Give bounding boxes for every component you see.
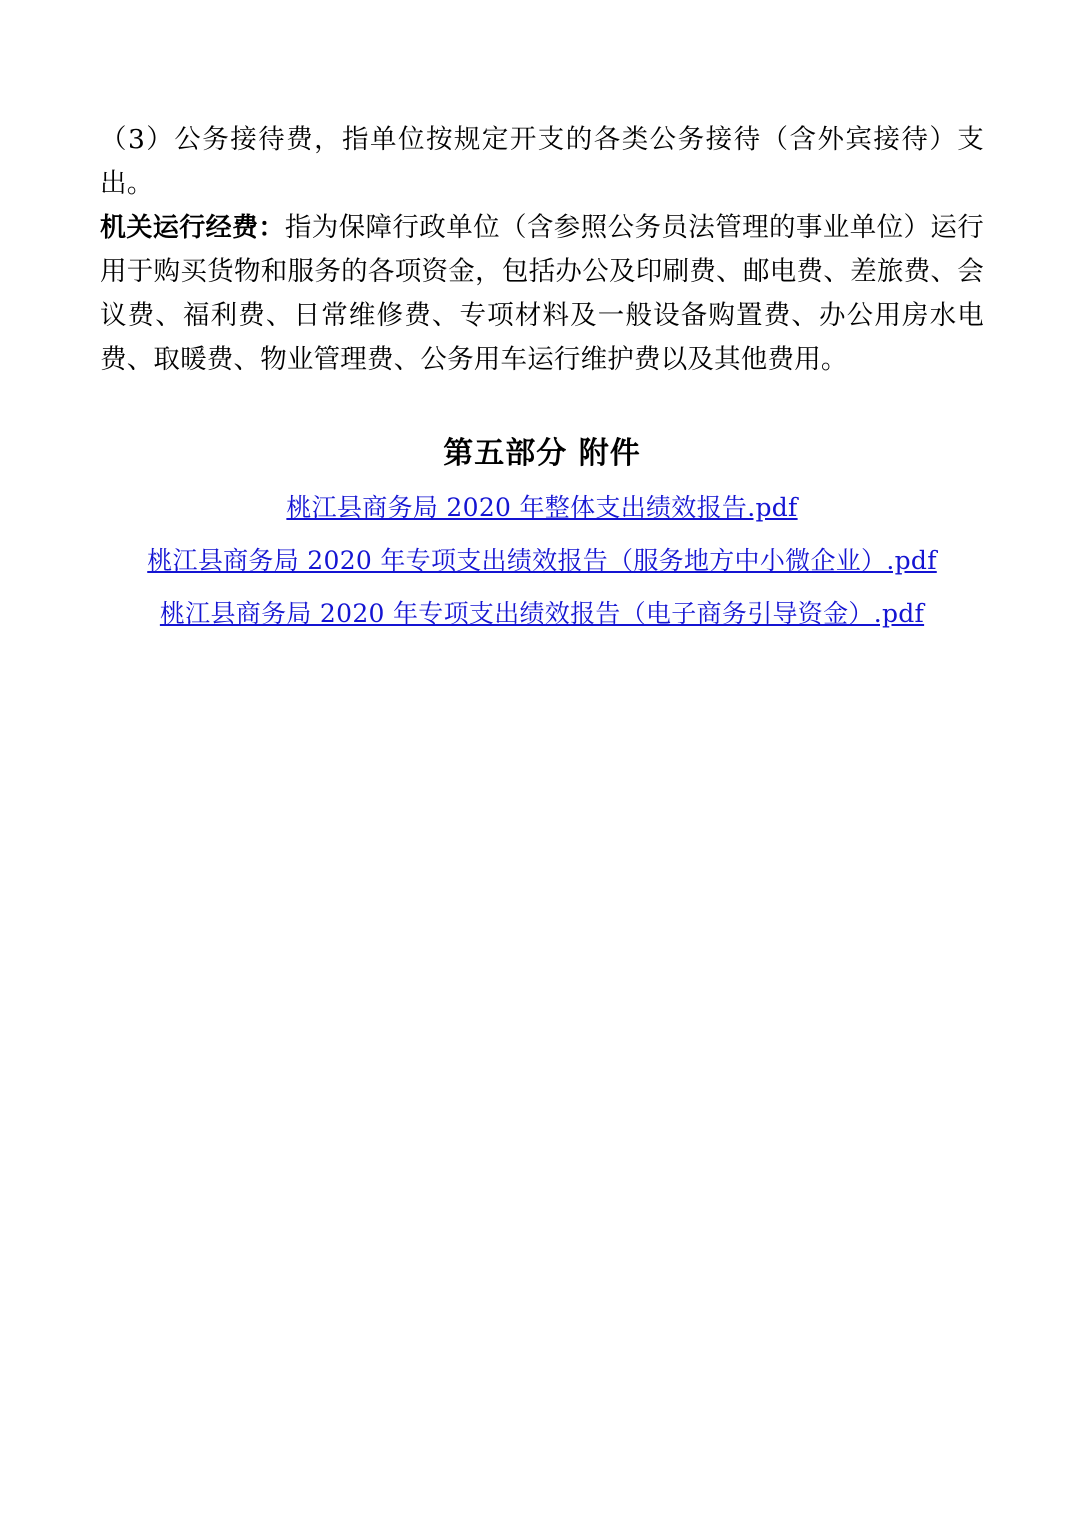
attachment-list [100, 488, 984, 637]
attachment-link-overall-performance-report[interactable]: 桃江县商务局 2020 年整体支出绩效报告.pdf [286, 493, 798, 522]
list-item [100, 488, 984, 531]
paragraph-operating-expenses [100, 206, 984, 382]
definition-separator: ： [258, 213, 285, 243]
list-item [100, 594, 984, 637]
page-blank-space [100, 647, 984, 1347]
list-item [100, 541, 984, 584]
attachment-link-sme-service-report[interactable]: 桃江县商务局 2020 年专项支出绩效报告（服务地方中小微企业）.pdf [147, 546, 937, 575]
paragraph-public-reception: （3）公务接待费，指单位按规定开支的各类公务接待（含外宾接待）支出。 [100, 124, 984, 199]
definition-body: 指为保障行政单位（含参照公务员法管理的事业单位）运行用于购买货物和服务的各项资金，包括办公及印刷费、邮电费、差旅费、会议费、福利费、日常维修费、专项材料及一般设备购置费、办公用房水电费、取暖费、物业管理费、公务用车运行维护费以及其他费用。 [100, 212, 985, 375]
attachment-link-ecommerce-fund-report[interactable]: 桃江县商务局 2020 年专项支出绩效报告（电子商务引导资金）.pdf [159, 599, 925, 628]
section-title-part-five: 第五部分 附件 [443, 436, 641, 471]
definition-term: 机关运行经费 [100, 213, 259, 243]
